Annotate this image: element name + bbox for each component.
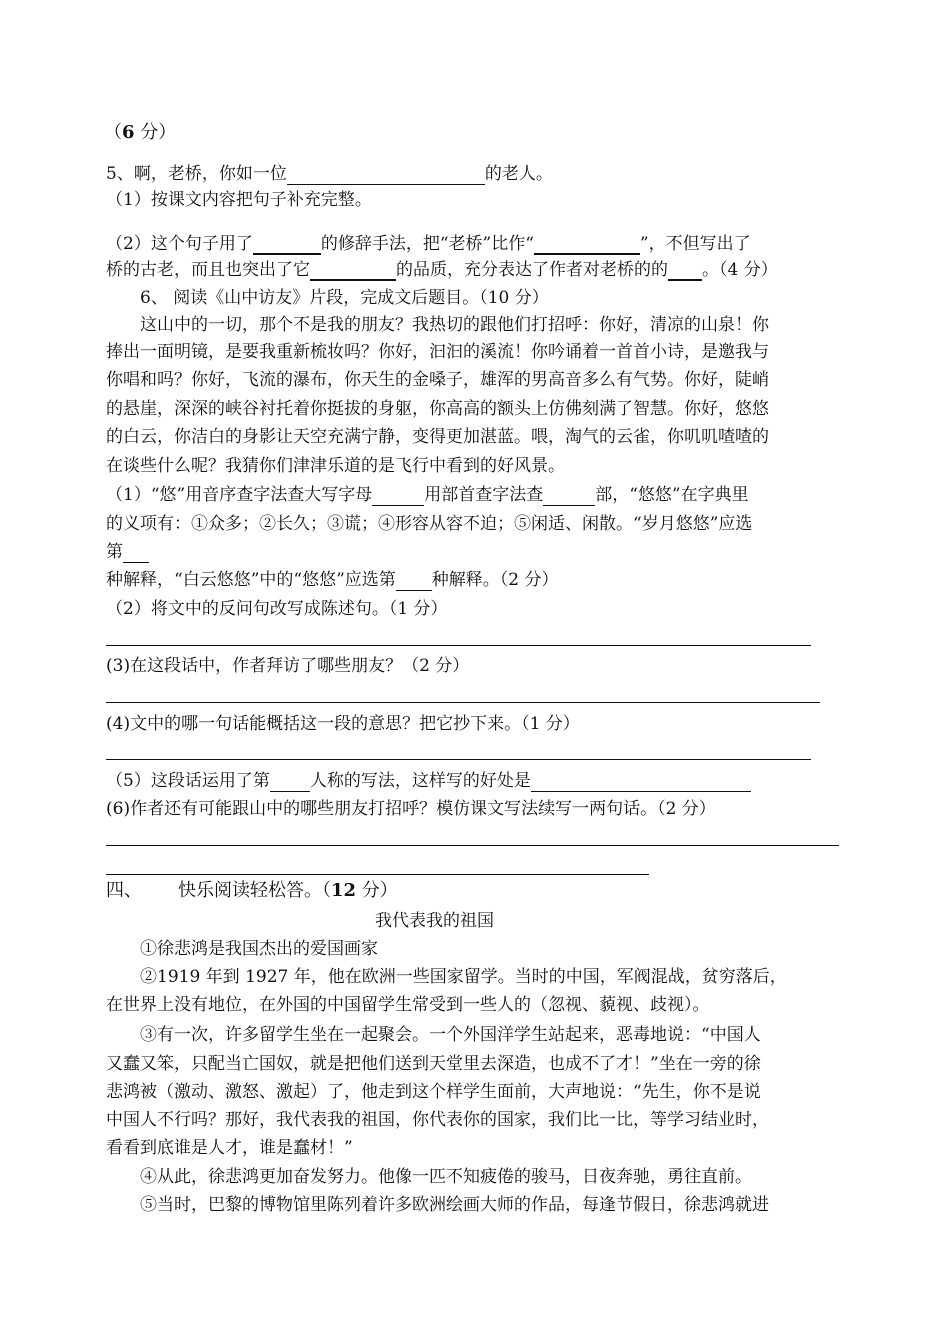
q5-p2-text: 桥的古老，而且也突出了它: [106, 260, 310, 280]
passage-line: 你唱和吗？你好，飞流的瀑布，你天生的金嗓子，雄浑的男高音多么有气势。你好，陡峭: [106, 370, 769, 390]
q6-title: 6、 阅读《山中访友》片段，完成文后题目。（10 分）: [140, 288, 549, 308]
q6-s1-text: 用部首查字法查: [424, 485, 544, 505]
q6-s5-text: 人称的写法，这样写的好处是: [309, 771, 531, 791]
article-paragraph: ①徐悲鸿是我国杰出的爱国画家: [140, 939, 378, 959]
q5-p2-text: 的修辞手法，把“老桥”比作“: [320, 234, 534, 254]
section-title: 快乐阅读轻松答。（: [178, 880, 331, 901]
answer-blank[interactable]: [396, 572, 432, 591]
score-prefix: （: [104, 122, 122, 143]
q6-sub1-line1: [106, 484, 749, 506]
answer-line[interactable]: [106, 759, 811, 760]
q5-p2-text: （2）这个句子用了: [106, 234, 253, 254]
section-heading: [106, 880, 398, 902]
answer-line[interactable]: [106, 845, 839, 846]
article-paragraph: 中国人不行吗？那好，我代表我的祖国，你代表你的国家，我们比一比，等学习结业时，: [106, 1110, 769, 1130]
q6-sub1-line3: [106, 541, 149, 563]
q5-part2-line1: [106, 233, 751, 255]
article-paragraph: 看看到底谁是人才，谁是蠢材！”: [106, 1138, 353, 1158]
q6-s1-text: 种解释，“白云悠悠”中的“悠悠”应选第: [106, 570, 396, 590]
article-paragraph: 在世界上没有地位，在外国的中国留学生常受到一些人的（忽视、藐视、歧视）。: [106, 995, 710, 1015]
score-suffix: 分）: [134, 122, 177, 143]
answer-blank[interactable]: [270, 773, 310, 792]
section-score: 12: [331, 880, 357, 901]
q6-s5-text: （5）这段话运用了第: [106, 771, 270, 791]
section-number: 四、: [106, 880, 142, 901]
passage-line: 这山中的一切，那个不是我的朋友？我热切的跟他们打招呼：你好，清凉的山泉！你: [140, 315, 769, 335]
passage-line: 的悬崖，深深的峡谷衬托着你挺拔的身躯，你高高的额头上仿佛刻满了智慧。你好，悠悠: [106, 399, 769, 419]
q5-p2-text: 的品质，充分表达了作者对老桥的的: [396, 260, 668, 280]
q5-part1: （1）按课文内容把句子补充完整。: [106, 190, 372, 210]
q6-sub1-line4: [106, 569, 559, 591]
q5-stem-end: 的老人。: [484, 164, 553, 184]
answer-line[interactable]: [106, 645, 811, 646]
article-paragraph: ⑤当时，巴黎的博物馆里陈列着许多欧洲绘画大师的作品，每逢节假日，徐悲鸿就进: [140, 1195, 769, 1215]
article-paragraph: 又蠢又笨，只配当亡国奴，就是把他们送到天堂里去深造，也成不了才！”坐在一旁的徐: [106, 1054, 761, 1074]
score-number: 6: [122, 122, 135, 143]
section-title-end: 分）: [356, 880, 398, 901]
answer-blank[interactable]: [253, 235, 321, 255]
passage-line: 的白云，你洁白的身影让天空充满宁静，变得更加湛蓝。喂，淘气的云雀，你叽叽喳喳的: [106, 427, 769, 447]
answer-blank[interactable]: [287, 166, 485, 185]
article-paragraph: ②1919 年到 1927 年，他在欧洲一些国家留学。当时的中国，军阀混战，贫穷落后，: [140, 967, 787, 987]
answer-blank[interactable]: [123, 544, 149, 563]
q6-s1-text: 第: [106, 542, 123, 562]
answer-blank[interactable]: [543, 487, 595, 506]
article-paragraph: ③有一次，许多留学生坐在一起聚会。一个外国洋学生站起来，恶毒地说：“中国人: [140, 1025, 761, 1045]
answer-blank[interactable]: [372, 487, 424, 506]
q6-sub4: (4)文中的哪一句话能概括这一段的意思？把它抄下来。（1 分）: [106, 714, 580, 734]
passage-line: 捧出一面明镜，是要我重新梳妆吗？你好，汩汩的溪流！你吟诵着一首首小诗，是邀我与: [106, 342, 769, 362]
q6-s1-text: 部，“悠悠”在字典里: [595, 485, 749, 505]
answer-blank[interactable]: [534, 235, 640, 255]
q6-sub2: （2）将文中的反问句改写成陈述句。（1 分）: [106, 599, 448, 619]
q6-s1-text: 种解释。（2 分）: [431, 570, 559, 590]
q6-sub5: [106, 770, 751, 792]
q5-p2-text: 。（4 分）: [702, 260, 778, 280]
q5-stem: [106, 163, 553, 185]
answer-blank[interactable]: [668, 261, 702, 281]
q6-sub1-line2: 的义项有：①众多；②长久；③谎；④形容从容不迫；⑤闲适、闲散。“岁月悠悠”应选: [106, 514, 753, 534]
q5-stem-text: 5、啊，老桥，你如一位: [106, 164, 287, 184]
q5-part2-line2: [106, 259, 778, 281]
answer-blank[interactable]: [531, 773, 751, 792]
q6-sub3: (3)在这段话中，作者拜访了哪些朋友？（2 分）: [106, 656, 470, 676]
article-paragraph: 悲鸿被（激动、激怒、激起）了，他走到这个样学生面前，大声地说：“先生，你不是说: [106, 1082, 761, 1102]
article-title: 我代表我的祖国: [375, 911, 494, 931]
q6-s1-text: （1）“悠”用音序查字法查大写字母: [106, 485, 373, 505]
passage-line: 在谈些什么呢？我猜你们津津乐道的是飞行中看到的好风景。: [106, 456, 565, 476]
score-note: [104, 122, 176, 144]
answer-blank[interactable]: [310, 261, 396, 281]
q5-p2-text: ”，不但写出了: [639, 234, 751, 254]
q6-sub6: (6)作者还有可能跟山中的哪些朋友打招呼？模仿课文写法续写一两句话。（2 分）: [106, 799, 716, 819]
answer-line[interactable]: [106, 702, 820, 703]
article-paragraph: ④从此，徐悲鸿更加奋发努力。他像一匹不知疲倦的骏马，日夜奔驰，勇往直前。: [140, 1167, 752, 1187]
answer-line[interactable]: [106, 874, 649, 875]
